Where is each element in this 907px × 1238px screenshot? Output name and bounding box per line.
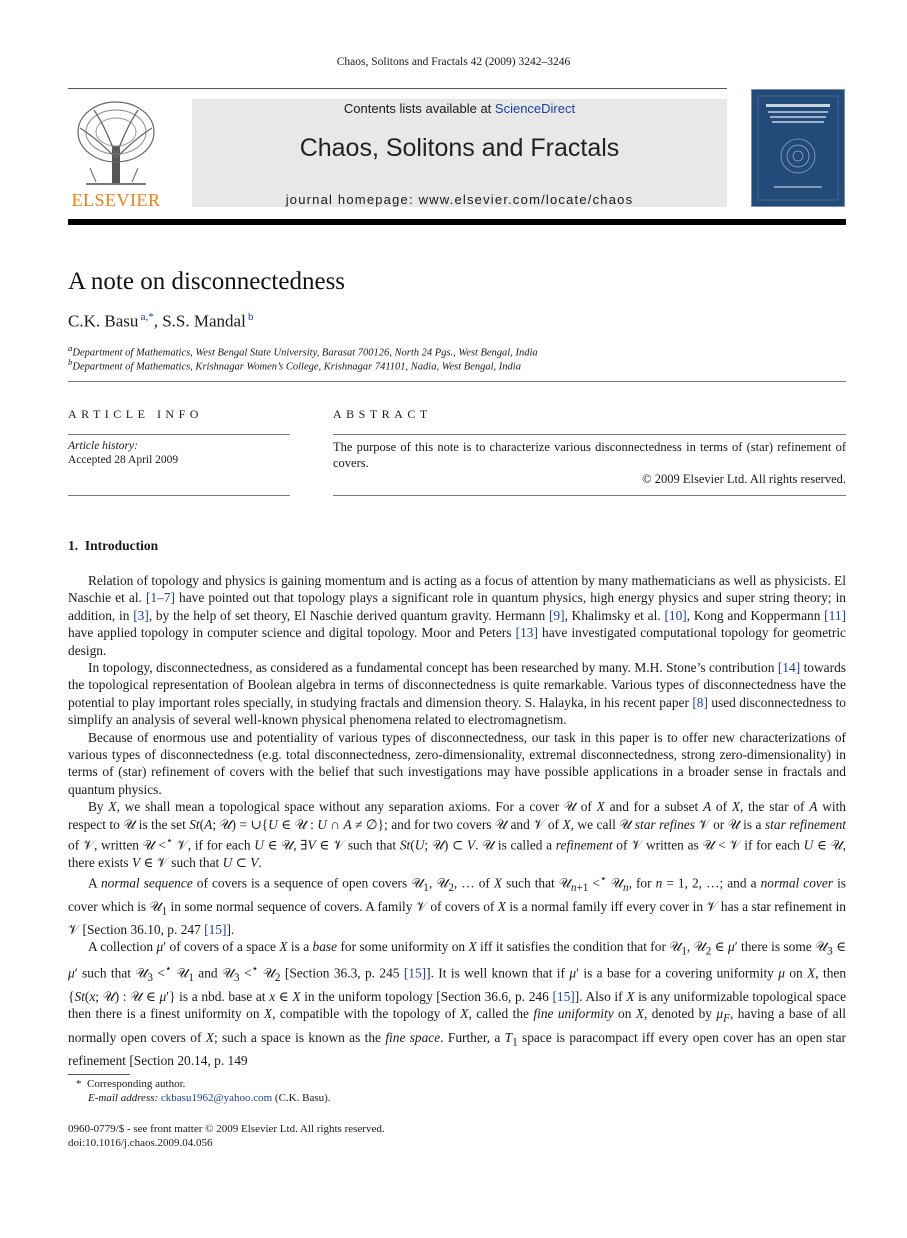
contents-prefix: Contents lists available at [343, 101, 495, 116]
author-affiliation-mark[interactable]: b [248, 311, 254, 323]
citation-link[interactable]: [1–7] [145, 590, 175, 606]
article-info-rule [68, 434, 290, 435]
cover-art-icon [752, 90, 844, 206]
contents-line [192, 101, 727, 116]
affiliation-text: Department of Mathematics, West Bengal State University, Barasat 700126, North 24 Pgs., West Bengal, India [72, 347, 538, 359]
abstract-bottom-rule [333, 495, 846, 496]
header-thick-rule [68, 219, 846, 225]
journal-cover-thumbnail [751, 89, 845, 207]
citation-link[interactable]: [9] [548, 607, 565, 623]
paragraph: Relation of topology and physics is gaining momentum and is acting as a focus of attention by many mathematicians as well as physicists. El Naschie et al. [1–7] have pointed out that topology plays a significant role in quantum physics, high energy physics and super string theory; in addition, in [3], by the help of set theory, El Naschie derived quantum gravity. Hermann [9], Khalimsky et al. [10], Kong and Koppermann [11] have applied topology in computer science and digital topology. Moor and Peters [13] have investigated computational topology for geometric design. [68, 573, 846, 658]
elsevier-tree-icon [66, 98, 172, 210]
author-name: C.K. Basu [68, 311, 139, 331]
sciencedirect-link[interactable]: ScienceDirect [494, 101, 576, 116]
abstract-text: The purpose of this note is to characterize various disconnectedness in terms of (star) refinement of covers. [333, 440, 846, 470]
section-heading: 1. Introduction [68, 538, 159, 553]
header-top-rule [68, 88, 727, 89]
citation-link[interactable]: [8] [692, 694, 708, 710]
affiliation-mark: b [68, 357, 73, 367]
doi-line: doi:10.1016/j.chaos.2009.04.056 [68, 1137, 213, 1149]
citation-link[interactable]: [3] [133, 607, 149, 623]
elsevier-logo [66, 98, 172, 210]
journal-homepage[interactable]: journal homepage: www.elsevier.com/locate/chaos [285, 192, 634, 207]
citation-link[interactable]: [11] [824, 607, 846, 623]
author-affiliation-mark[interactable]: a,* [140, 311, 154, 323]
email-link[interactable]: ckbasu1962@yahoo.com [160, 1092, 273, 1104]
article-info-heading: ARTICLE INFO [68, 407, 203, 421]
introduction-body [68, 572, 846, 1069]
affiliation-b [68, 357, 521, 373]
author-name: S.S. Mandal [162, 311, 246, 331]
issn-line: 0960-0779/$ - see front matter © 2009 Elsevier Ltd. All rights reserved. [68, 1123, 385, 1135]
corresponding-author-note: * Corresponding author. [76, 1078, 186, 1090]
affiliation-rule [68, 381, 846, 382]
paragraph: In topology, disconnectedness, as considered as a fundamental concept has been researched by many. M.H. Stone’s contribution [14] towards the topological representation of Boolean algebra in terms of disconnectedness is quite remarkable. Various types of disconnectedness have the potential to play important roles specially, in studying fractals and dimension theory. S. Halayka, in his recent paper [8] used disconnectedness to simplify an analysis of several well-known physical phenomena related to electromagnetism. [68, 660, 846, 728]
email-note: E-mail address: ckbasu1962@yahoo.com (C.K. Basu). [88, 1092, 331, 1104]
abstract-heading: ABSTRACT [333, 407, 432, 421]
citation-link[interactable]: [15] [552, 989, 575, 1005]
citation-link[interactable]: [13] [515, 625, 538, 641]
affiliation-text: Department of Mathematics, Krishnagar Women’s College, Krishnagar 741101, Nadia, West Bengal, India [72, 361, 521, 373]
citation-link[interactable]: [15] [204, 922, 227, 937]
paragraph: By X, we shall mean a topological space without any separation axioms. For a cover 𝒰 of X and for a subset A of X, the star of A with respect to 𝒰 is the set St(A; 𝒰) = ∪{U ∈ 𝒰 : U ∩ A ≠ ∅}; and for two covers 𝒰 and 𝒱 of X, we call 𝒰 star refines 𝒱 or 𝒰 is a star refinement of 𝒱, written 𝒰 <⋆ 𝒱, if for each U ∈ 𝒰, ∃V ∈ 𝒱 such that St(U; 𝒰) ⊂ V. 𝒰 is called a refinement of 𝒱 written as 𝒰 < 𝒱 if for each U ∈ 𝒰, there exists V ∈ 𝒱 such that U ⊂ V. [68, 799, 846, 870]
accepted-date: Accepted 28 April 2009 [68, 454, 179, 466]
paragraph: A collection μ′ of covers of a space X is a base for some uniformity on X iff it satisfies the condition that for 𝒰$_1$, 𝒰$_2$ ∈ μ′ there is some 𝒰$_3$ ∈ μ′ such that 𝒰$_3$ <⋆ 𝒰$_1$ and 𝒰$_3$ <⋆ 𝒰$_2$ [Section 36.3, p. 245 [15]]. It is well known that if μ′ is a base for a covering uniformity μ on X, then {St(x; 𝒰) : 𝒰 ∈ μ′} is a nbd. base at x ∈ X in the uniform topology [Section 36.6, p. 246 [15]]. Also if X is any uniformizable topological space then there is a finest uniformity on X, compatible with the topology of X, called the fine uniformity on X, denoted by $\mu_F$, having a base of all normally open covers of X; such a space is known as the fine space. Further, a $T_1$ space is paracompact iff every open cover has an open star refinement [Section 20.14, p. 149 [68, 939, 847, 1068]
article-title: A note on disconnectedness [68, 268, 346, 295]
abstract-copyright: © 2009 Elsevier Ltd. All rights reserved. [642, 472, 846, 486]
author-list: C.K. Basu $^{a,*}$, S.S. Mandal $^b$ [68, 311, 254, 331]
article-info-bottom-rule [68, 495, 290, 496]
paragraph: Because of enormous use and potentiality of various types of disconnectedness, our task in this paper is to offer new characterizations of various types of disconnectedness (e.g. total disconnectedness, zero-dimensionality, extremal disconnectedness, strong zero-dimensionality) in terms of (star) refinement of covers with the belief that such investigations may have possible applications in a broader sense in fractals and quantum physics. [68, 729, 846, 797]
affiliation-mark: a [68, 343, 73, 353]
abstract-rule [333, 434, 846, 435]
article-history-label: Article history: [68, 440, 138, 452]
paragraph: A normal sequence of covers is a sequence of open covers 𝒰$_1$, 𝒰$_2$, … of X such that 𝒰$_{n+1}$ <⋆ 𝒰$_n$, for n = 1, 2, …; and a normal cover is cover which is 𝒰$_1$ in some normal sequence of covers. A family 𝒱 of covers of X is a normal family iff every cover in 𝒱 has a star refinement in 𝒱 [Section 36.10, p. 247 [15]]. [68, 873, 846, 937]
elsevier-wordmark: ELSEVIER [71, 190, 161, 210]
journal-title: Chaos, Solitons and Fractals [299, 134, 620, 162]
footnote-rule [68, 1074, 130, 1075]
citation-link[interactable]: [14] [777, 660, 801, 676]
running-head: Chaos, Solitons and Fractals 42 (2009) 3242–3246 [336, 56, 571, 68]
citation-link[interactable]: [10] [664, 607, 687, 623]
citation-link[interactable]: [15] [403, 965, 427, 981]
